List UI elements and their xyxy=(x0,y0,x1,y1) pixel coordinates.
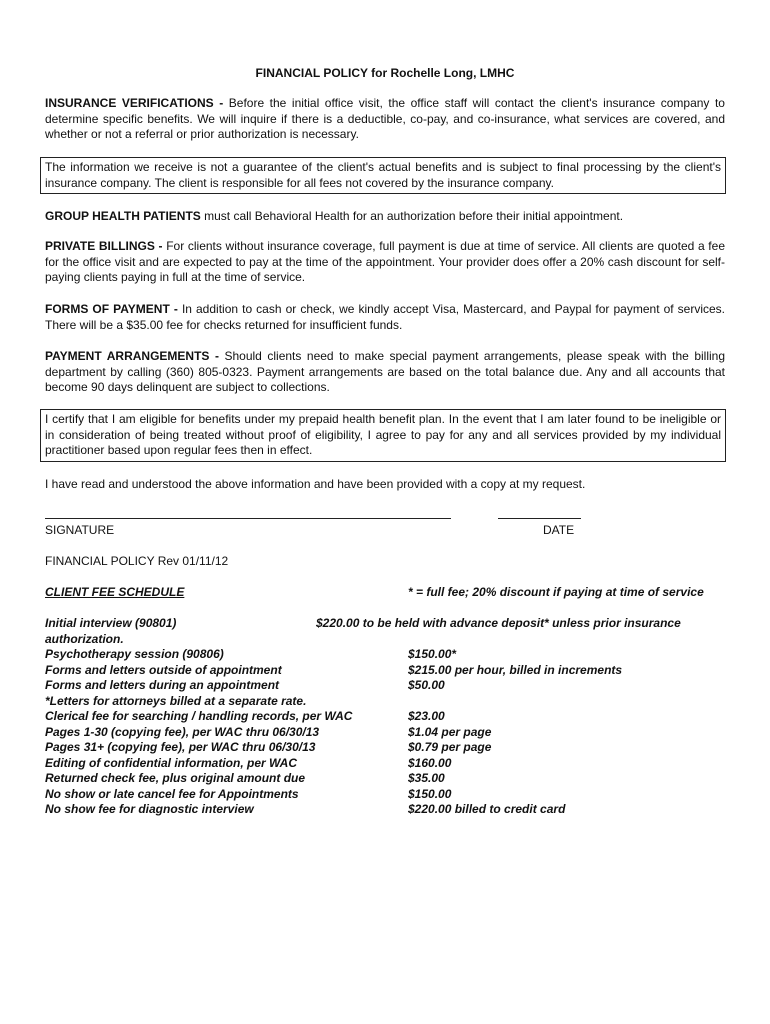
fee-label: Pages 31+ (copying fee), per WAC thru 06/30/13 xyxy=(45,740,316,754)
acknowledgement-text: I have read and understood the above information and have been provided with a copy at my request. xyxy=(45,477,586,491)
fee-amount: $50.00 xyxy=(408,678,445,692)
payment-arrangements-section xyxy=(45,349,725,396)
certify-box: I certify that I am eligible for benefits under my prepaid health benefit plan. In the event that I am later found to be ineligible or in consideration of being treated without proof of eligibility, I agree to pay for any and all services provided by my individual practitioner based upon regular fees then in effect. xyxy=(40,409,726,462)
payment-arrangements-text: Should clients need to make special payment arrangements, please speak with the billing department by calling (360) 805-0323. Payment arrangements are based on the total balance due. Any and all accounts that become 90 days delinquent are subject to collections. xyxy=(45,349,725,395)
fee-row xyxy=(45,756,725,772)
fee-label: Psychotherapy session (90806) xyxy=(45,647,224,661)
fee-row xyxy=(45,802,725,818)
fee-schedule-heading: CLIENT FEE SCHEDULE xyxy=(45,585,185,599)
forms-of-payment-heading: FORMS OF PAYMENT - xyxy=(45,302,178,316)
fee-label: Editing of confidential information, per WAC xyxy=(45,755,297,770)
fee-label: No show fee for diagnostic interview xyxy=(45,802,254,816)
fee-amount: $1.04 per page xyxy=(408,724,492,739)
fee-amount: $160.00 xyxy=(408,755,452,770)
fee-amount: $0.79 per page xyxy=(408,740,492,754)
private-billings-section xyxy=(45,239,725,286)
private-billings-heading: PRIVATE BILLINGS - xyxy=(45,239,163,253)
payment-arrangements-heading: PAYMENT ARRANGEMENTS - xyxy=(45,349,219,363)
date-label: DATE xyxy=(543,523,575,537)
date-line xyxy=(498,518,581,519)
initial-interview-label: Initial interview (90801) xyxy=(45,616,177,630)
fee-amount: $150.00 xyxy=(408,786,452,801)
fee-row xyxy=(45,787,725,803)
group-health-section xyxy=(45,209,725,225)
group-health-heading: GROUP HEALTH PATIENTS xyxy=(45,209,201,223)
fee-label: Returned check fee, plus original amount due xyxy=(45,771,306,785)
initial-interview-row xyxy=(45,616,725,647)
fee-row xyxy=(45,725,725,741)
fee-schedule-note: * = full fee; 20% discount if paying at time of service xyxy=(408,585,704,599)
forms-of-payment-text: In addition to cash or check, we kindly accept Visa, Mastercard, and Paypal for payment of services. There will be a $35.00 fee for checks returned for insufficient funds. xyxy=(45,302,726,332)
fee-amount: $220.00 billed to credit card xyxy=(408,802,566,816)
fee-schedule-list xyxy=(45,647,725,818)
fee-amount: $215.00 per hour, billed in increments xyxy=(408,662,623,677)
fee-row xyxy=(45,647,725,663)
private-billings-text: For clients without insurance coverage, full payment is due at time of service. All clients are quoted a fee for the office visit and are expected to pay at the time of the appointment. Your provider does offer a 20% cash discount for self-paying clients paying in full at the time of service. xyxy=(45,239,725,285)
fee-label: Forms and letters during an appointment xyxy=(45,678,280,692)
insurance-text: Before the initial office visit, the office staff will contact the client's insurance company to determine specific benefits. We will inquire if there is a deductible, co-pay, and co-insurance, what services are covered, and whether or not a referral or prior authorization is necessary. xyxy=(45,96,725,142)
initial-interview-amount: $220.00 to be held with advance deposit* unless prior insurance xyxy=(316,616,681,630)
insurance-heading: INSURANCE VERIFICATIONS - xyxy=(45,96,224,110)
fee-row xyxy=(45,709,725,725)
fee-label: No show or late cancel fee for Appointments xyxy=(45,786,299,801)
fee-label: Forms and letters outside of appointment xyxy=(45,662,282,677)
signature-label: SIGNATURE xyxy=(45,523,115,537)
fee-amount: $35.00 xyxy=(408,771,445,785)
signature-line xyxy=(45,518,451,519)
fee-label: *Letters for attorneys billed at a separate rate. xyxy=(45,693,307,708)
fee-row xyxy=(45,663,725,679)
page-title: FINANCIAL POLICY for Rochelle Long, LMHC xyxy=(255,66,515,80)
insurance-verifications-section xyxy=(45,96,725,143)
initial-interview-continued: authorization. xyxy=(45,631,124,646)
fee-row xyxy=(45,678,725,694)
fee-amount: $23.00 xyxy=(408,709,445,723)
fee-row xyxy=(45,694,725,710)
policy-revision: FINANCIAL POLICY Rev 01/11/12 xyxy=(45,554,229,568)
group-health-text: must call Behavioral Health for an authorization before their initial appointment. xyxy=(200,209,624,223)
fee-row xyxy=(45,740,725,756)
fee-label: Clerical fee for searching / handling records, per WAC xyxy=(45,709,353,723)
fee-row xyxy=(45,771,725,787)
fee-label: Pages 1-30 (copying fee), per WAC thru 06/30/13 xyxy=(45,724,320,739)
fee-amount: $150.00* xyxy=(408,647,457,661)
insurance-notice-box: The information we receive is not a guarantee of the client's actual benefits and is subject to final processing by the client's insurance company. The client is responsible for all fees not covered by the insurance company. xyxy=(40,157,726,194)
forms-of-payment-section xyxy=(45,302,725,333)
